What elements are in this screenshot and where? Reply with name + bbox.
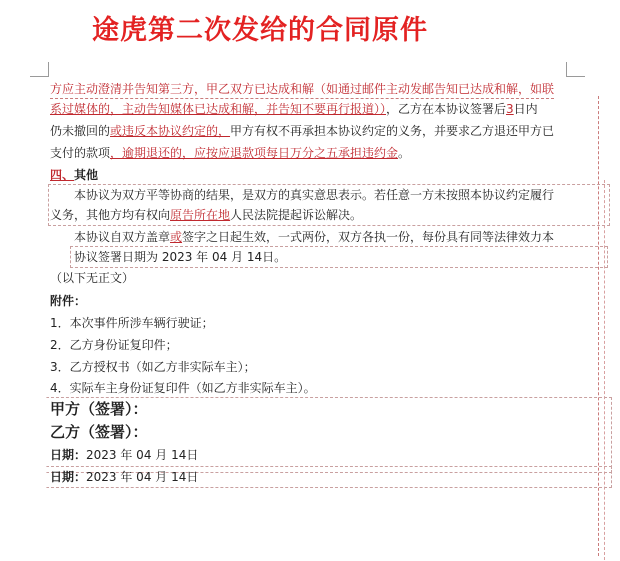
para1-line4 [50,144,410,162]
para1-line2-revised: 系过媒体的，主动告知媒体已达成和解，并告知不要再行报道）） [50,102,387,116]
para1-line4-end: 。 [398,146,411,160]
attachment-item-1: 1．本次事件所涉车辆行驶证； [50,316,214,330]
para1-line4-revised: ，逾期退还的，应按应退款项每日万分之五承担违约金 [110,146,399,160]
section4-p2-line1 [74,228,554,246]
date-line-2 [50,468,198,486]
para1-line1: 方应主动澄清并告知第三方，甲乙双方已达成和解（如通过邮件主动发邮告知已达成和解，如联 [50,80,554,99]
section4-p1-line2-start: 义务，其他方均有权向 [50,208,171,222]
page-title: 途虎第二次发给的合同原件 [92,15,428,46]
section4-p1-line2-end: 人民法院提起诉讼解决。 [230,208,363,222]
section4-p1-line1: 本协议为双方平等协商的结果，是双方的真实意思表示。若任意一方未按照本协议约定履行 [74,188,555,202]
attachment-item-2: 2．乙方身份证复印件； [50,338,178,352]
crop-mark-left [30,62,49,77]
section4-sign-date-line: 协议签署日期为 2023 年 04 月 14日。 [74,250,287,264]
attachment-item-4: 4．实际车主身份证复印件（如乙方非实际车主）。 [50,381,316,395]
para1-line2-text: ，乙方在本协议签署后 [386,102,507,116]
para1-line3 [50,122,554,140]
section4-or-revised: 或 [170,230,183,244]
date-line-1 [50,446,198,464]
section4-number: 四、 [50,168,75,182]
para1-days-revised: 3 [506,102,514,116]
party-a-signature: 甲方（签署）： [50,400,148,418]
attachments-heading: 附件： [50,294,87,308]
para1-line2-end: 日内 [513,102,538,116]
para1-line3-start: 仍未撤回的 [50,124,111,138]
date-value-2: 2023 年 04 月 14日 [86,470,199,484]
revision-track-line-secondary [604,180,615,560]
section4-court-revised: 原告所在地 [170,208,231,222]
date-label-2: 日期： [50,470,87,484]
crop-mark-right [566,62,585,77]
attachment-item-3: 3．乙方授权书（如乙方非实际车主）； [50,360,256,374]
section4-p2-start: 本协议自双方盖章 [74,230,171,244]
section4-title: 其他 [74,168,99,182]
para1-line4-start: 支付的款项 [50,146,111,160]
no-further-text: （以下无正文） [50,271,135,285]
para1-line3-revised: 或违反本协议约定的， [110,124,231,138]
party-b-signature: 乙方（签署）： [50,423,148,441]
para1-line3-end: 甲方有权不再承担本协议约定的义务，并要求乙方退还甲方已 [230,124,555,138]
section4-heading [50,166,98,184]
date-value-1: 2023 年 04 月 14日 [86,448,199,462]
para1-line2 [50,100,538,118]
section4-p1-line2 [50,206,362,224]
date-label-1: 日期： [50,448,87,462]
section4-p2-end: 签字之日起生效，一式两份，双方各执一份，每份具有同等法律效力本 [182,230,555,244]
